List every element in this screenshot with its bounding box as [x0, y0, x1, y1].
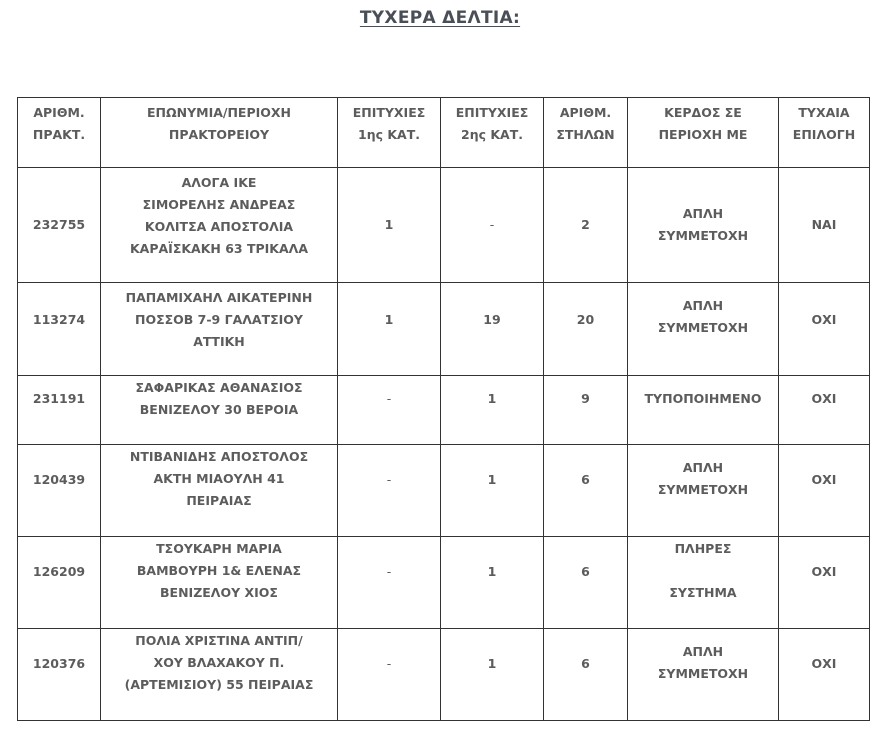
win-type-line: ΠΛΗΡΕΣ	[674, 541, 732, 556]
cell-wins-1st: -	[338, 445, 441, 537]
winning-tickets-table	[17, 97, 870, 721]
cell-wins-2nd: 1	[441, 629, 544, 721]
name-line: ΒΑΜΒΟΥΡΗ 1& ΕΛΕΝΑΣ	[136, 563, 302, 578]
header-wins-1st	[338, 98, 441, 168]
win-type-line: ΣΥΜΜΕΤΟΧΗ	[657, 482, 749, 497]
header-line: ΕΠΙΤΥΧΙΕΣ	[352, 105, 426, 120]
header-random-pick	[779, 98, 870, 168]
cell-agency-no: 120439	[18, 445, 101, 537]
cell-random-pick: ΟΧΙ	[779, 629, 870, 721]
name-line: ΚΑΡΑΪΣΚΑΚΗ 63 ΤΡΙΚΑΛΑ	[129, 241, 309, 256]
name-line: ΠΑΠΑΜΙΧΑΗΛ ΑΙΚΑΤΕΡΙΝΗ	[125, 290, 313, 305]
name-line: ΑΤΤΙΚΗ	[193, 334, 245, 349]
cell-agency-no: 113274	[18, 283, 101, 376]
header-agency-name	[101, 98, 338, 168]
name-line: ΠΟΛΙΑ ΧΡΙΣΤΙΝΑ ΑΝΤΙΠ/	[135, 633, 303, 648]
cell-wins-2nd: 1	[441, 376, 544, 445]
cell-agency-name	[101, 283, 338, 376]
cell-wins-2nd: -	[441, 168, 544, 283]
win-type-line: ΑΠΛΗ	[682, 298, 724, 313]
win-type-line: ΣΥΣΤΗΜΑ	[669, 585, 737, 600]
header-line: 2ης ΚΑΤ.	[461, 127, 523, 142]
cell-win-type	[628, 537, 779, 629]
header-wins-2nd	[441, 98, 544, 168]
cell-random-pick: ΟΧΙ	[779, 537, 870, 629]
win-type-spacer	[632, 560, 774, 582]
win-type-line: ΑΠΛΗ	[682, 206, 724, 221]
document-title-text: ΤΥΧΕΡΑ ΔΕΛΤΙΑ:	[359, 8, 521, 28]
document-title	[0, 8, 880, 28]
name-line: ΣΑΦΑΡΙΚΑΣ ΑΘΑΝΑΣΙΟΣ	[135, 380, 303, 395]
cell-columns: 9	[544, 376, 628, 445]
header-line: ΑΡΙΘΜ.	[559, 105, 612, 120]
name-line: ΒΕΝΙΖΕΛΟΥ ΧΙΟΣ	[160, 585, 278, 600]
cell-random-pick: ΝΑΙ	[779, 168, 870, 283]
name-line: ΑΛΟΓΑ ΙΚΕ	[181, 175, 257, 190]
header-line: ΠΕΡΙΟΧΗ ΜΕ	[658, 127, 748, 142]
cell-agency-name	[101, 629, 338, 721]
cell-agency-no: 231191	[18, 376, 101, 445]
name-line: ΤΣΟΥΚΑΡΗ ΜΑΡΙΑ	[156, 541, 282, 556]
cell-win-type	[628, 376, 779, 445]
cell-random-pick: ΟΧΙ	[779, 445, 870, 537]
name-line: ΑΚΤΗ ΜΙΑΟΥΛΗ 41	[153, 471, 285, 486]
table-row	[18, 376, 870, 445]
cell-wins-1st: -	[338, 537, 441, 629]
win-type-line: ΑΠΛΗ	[682, 644, 724, 659]
cell-agency-name	[101, 445, 338, 537]
name-line: ΠΕΙΡΑΙΑΣ	[186, 493, 252, 508]
table-row	[18, 445, 870, 537]
header-line: ΠΡΑΚΤΟΡΕΙΟΥ	[168, 127, 270, 142]
header-win-type	[628, 98, 779, 168]
cell-agency-no: 126209	[18, 537, 101, 629]
header-line: 1ης ΚΑΤ.	[358, 127, 420, 142]
cell-wins-1st: -	[338, 376, 441, 445]
table-row	[18, 283, 870, 376]
cell-agency-no: 120376	[18, 629, 101, 721]
name-line: (ΑΡΤΕΜΙΣΙΟΥ) 55 ΠΕΙΡΑΙΑΣ	[124, 677, 314, 692]
header-line: ΑΡΙΘΜ.	[33, 105, 85, 120]
name-line: ΒΕΝΙΖΕΛΟΥ 30 ΒΕΡΟΙΑ	[139, 402, 299, 417]
header-line: ΣΤΗΛΩΝ	[556, 127, 615, 142]
name-line: ΚΟΛΙΤΣΑ ΑΠΟΣΤΟΛΙΑ	[144, 219, 294, 234]
header-line: ΠΡΑΚΤ.	[32, 127, 86, 142]
cell-agency-no: 232755	[18, 168, 101, 283]
win-type-line: ΑΠΛΗ	[682, 460, 724, 475]
cell-columns: 6	[544, 445, 628, 537]
cell-win-type	[628, 168, 779, 283]
cell-win-type	[628, 445, 779, 537]
cell-wins-1st: 1	[338, 168, 441, 283]
win-type-line: ΣΥΜΜΕΤΟΧΗ	[657, 320, 749, 335]
header-line: ΕΠΩΝΥΜΙΑ/ΠΕΡΙΟΧΗ	[146, 105, 291, 120]
cell-wins-2nd: 1	[441, 537, 544, 629]
cell-wins-1st: -	[338, 629, 441, 721]
table-row	[18, 629, 870, 721]
cell-wins-1st: 1	[338, 283, 441, 376]
cell-wins-2nd: 19	[441, 283, 544, 376]
table-header-row	[18, 98, 870, 168]
name-line: ΝΤΙΒΑΝΙΔΗΣ ΑΠΟΣΤΟΛΟΣ	[129, 449, 309, 464]
table-row	[18, 537, 870, 629]
name-line: ΣΙΜΟΡΕΛΗΣ ΑΝΔΡΕΑΣ	[142, 197, 296, 212]
cell-win-type	[628, 283, 779, 376]
table-row	[18, 168, 870, 283]
cell-agency-name	[101, 376, 338, 445]
cell-columns: 20	[544, 283, 628, 376]
cell-columns: 2	[544, 168, 628, 283]
header-line: ΚΕΡΔΟΣ ΣΕ	[664, 105, 742, 120]
header-line: ΕΠΙΛΟΓΗ	[792, 127, 856, 142]
cell-random-pick: ΟΧΙ	[779, 283, 870, 376]
win-type-line: ΤΥΠΟΠΟΙΗΜΕΝΟ	[644, 391, 762, 406]
header-agency-no	[18, 98, 101, 168]
win-type-line: ΣΥΜΜΕΤΟΧΗ	[657, 666, 749, 681]
cell-agency-name	[101, 537, 338, 629]
cell-win-type	[628, 629, 779, 721]
name-line: ΧΟΥ ΒΛΑΧΑΚΟΥ Π.	[153, 655, 285, 670]
cell-columns: 6	[544, 537, 628, 629]
name-line: ΠΟΣΣΟΒ 7-9 ΓΑΛΑΤΣΙΟΥ	[135, 312, 303, 327]
header-columns	[544, 98, 628, 168]
cell-columns: 6	[544, 629, 628, 721]
header-line: ΕΠΙΤΥΧΙΕΣ	[455, 105, 529, 120]
win-type-line: ΣΥΜΜΕΤΟΧΗ	[657, 228, 749, 243]
header-line: ΤΥΧΑΙΑ	[798, 105, 850, 120]
cell-agency-name	[101, 168, 338, 283]
cell-random-pick: ΟΧΙ	[779, 376, 870, 445]
cell-wins-2nd: 1	[441, 445, 544, 537]
